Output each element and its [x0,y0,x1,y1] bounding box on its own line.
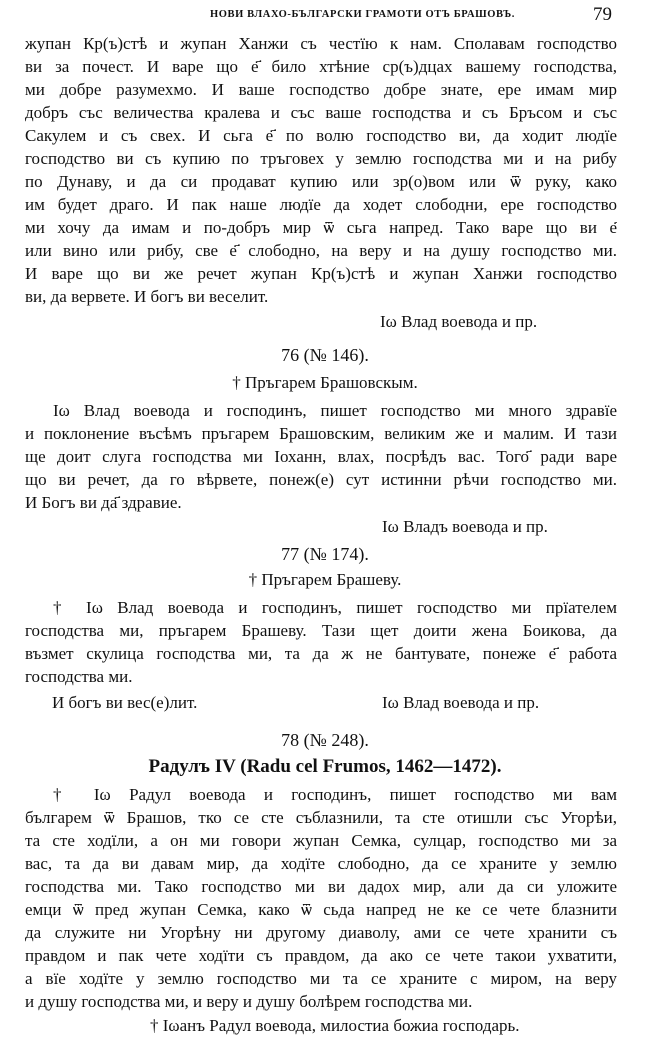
text-line: Сакулем и съ свех. И сьга е҃ по волю господство ви, да ходит людїе [25,126,617,145]
charter-78-title: Радулъ IV (Radu cel Frumos, 1462—1472). [148,756,502,777]
text-line: и душу господства ми, и веру и душу болѣрем господства ми. [25,992,473,1011]
charter-78-signature: † Іωанъ Радул воевода, милостиа божиа господарь. [150,1016,520,1035]
text-line: им будет драго. И пак наше людїе да ходет слободни, ере господство [25,195,617,214]
charter-76-number: 76 (№ 146). [281,345,369,365]
text-line: господства ми. Тако господство ми ви дадох мир, али да си уложите [25,877,617,896]
charter-78-number: 78 (№ 248). [281,730,369,750]
text-line: и поклонение въсѣмъ пръгарем Брашовским, великим же и малим. И тази [25,424,617,443]
text-line: ви за почест. И варе що е҃ било хтѣние ср(ъ)дцах вашему господства, [25,57,617,76]
text-line: българем ѿ Брашов, тко се сте съблазнили, та сте отишли със Угорѣи, [25,808,617,827]
charter-75-body [25,32,617,308]
text-line: И варе що ви же речет жупан Кр(ъ)стѣ и жупан Ханжи господство [25,264,617,283]
charter-77-body [25,596,617,688]
text-line: ми хочу да имам и по-добръ мир ѿ сьга напред. Тако варе що ви е҃ [25,218,617,237]
text-line: Ιω Влад воевода и господинъ, пишет господство ми много здравїе [53,401,617,420]
text-line: господства ми, пръгарем Брашеву. Тази щет доити жена Боикова, да [25,621,617,640]
text-line: да служите ни Угорѣну ни другому диаволу, ами се чете хранити съ [25,923,617,942]
text-line: ще доит слуга господства ми Іоханн, влах, посрѣдъ вас. Того҃ ради варе [25,447,617,466]
text-line: по Дунаву, и да си продават купию или зр(о)вом или ѿ руку, како [25,172,617,191]
text-line: И Богъ ви да҃ здравие. [25,493,182,512]
running-title: НОВИ ВЛАХО-БЪЛГАРСКИ ГРАМОТИ ОТЪ БРАШОВЪ. [210,9,515,20]
text-line: емци ѿ пред жупан Семка, како ѿ сьда напред не ке се чете блазнити [25,900,617,919]
charter-77-title: † Пръгарем Брашеву. [248,570,402,589]
charter-76-title: † Пръгарем Брашовскым. [232,373,418,392]
charter-76-body [25,399,617,514]
text-line: а вїе ходїте у землю господство ми та се храните с миром, на веру [25,969,617,988]
text-line: господство ви съ купию по тръговех у землю господства ми и на рибу [25,149,617,168]
text-line: добръ със величества кралева и със ваше господства и съ Бръсом и със [25,103,617,122]
text-line: жупан Кр(ъ)стѣ и жупан Ханжи съ честїю к нам. Сполавам господство [25,34,617,53]
text-line: що ви речет, да го вѣрвете, понеж(е) сут истинни рѣчи господство ми. [25,470,617,489]
charter-77-closing: И богъ ви вес(е)лит. [52,693,198,712]
text-line: правдом и пак чете ходїти съ правдом, да ако се чете такои ухватити, [25,946,617,965]
charter-77-number: 77 (№ 174). [281,544,369,564]
text-line: вас, та да ви давам мир, да ходїте слободно, да се храните у землю [25,854,617,873]
text-line: господства ми. [25,667,133,686]
text-line: та сте ходїли, а он ми говори жупан Семка, сулцар, господство ми за [25,831,617,850]
text-line: ми добре разумехмо. И ваше господство добре знате, ере имам мир [25,80,617,99]
text-line: или вино или рибу, све е҃ слободно, на веру и на душу господство ми. [25,241,617,260]
charter-76-signature: Ιω Владъ воевода и пр. [382,517,548,536]
page-number: 79 [593,4,612,25]
text-line: † Ιω Радул воевода и господинъ, пишет господство ми вам [53,785,617,804]
text-line: възмет скулица господства ми, та да ж не бантувате, понеже е҃ работа [25,644,617,663]
charter-78-body [25,783,617,1013]
page-header [0,4,650,28]
charter-77-signature: Ιω Влад воевода и пр. [382,693,540,712]
charter-75-signature: Ιω Влад воевода и пр. [380,312,538,331]
text-line: † Ιω Влад воевода и господинъ, пишет господство ми прїателем [53,598,617,617]
text-line: ви, да вервете. И богъ ви веселит. [25,287,269,306]
